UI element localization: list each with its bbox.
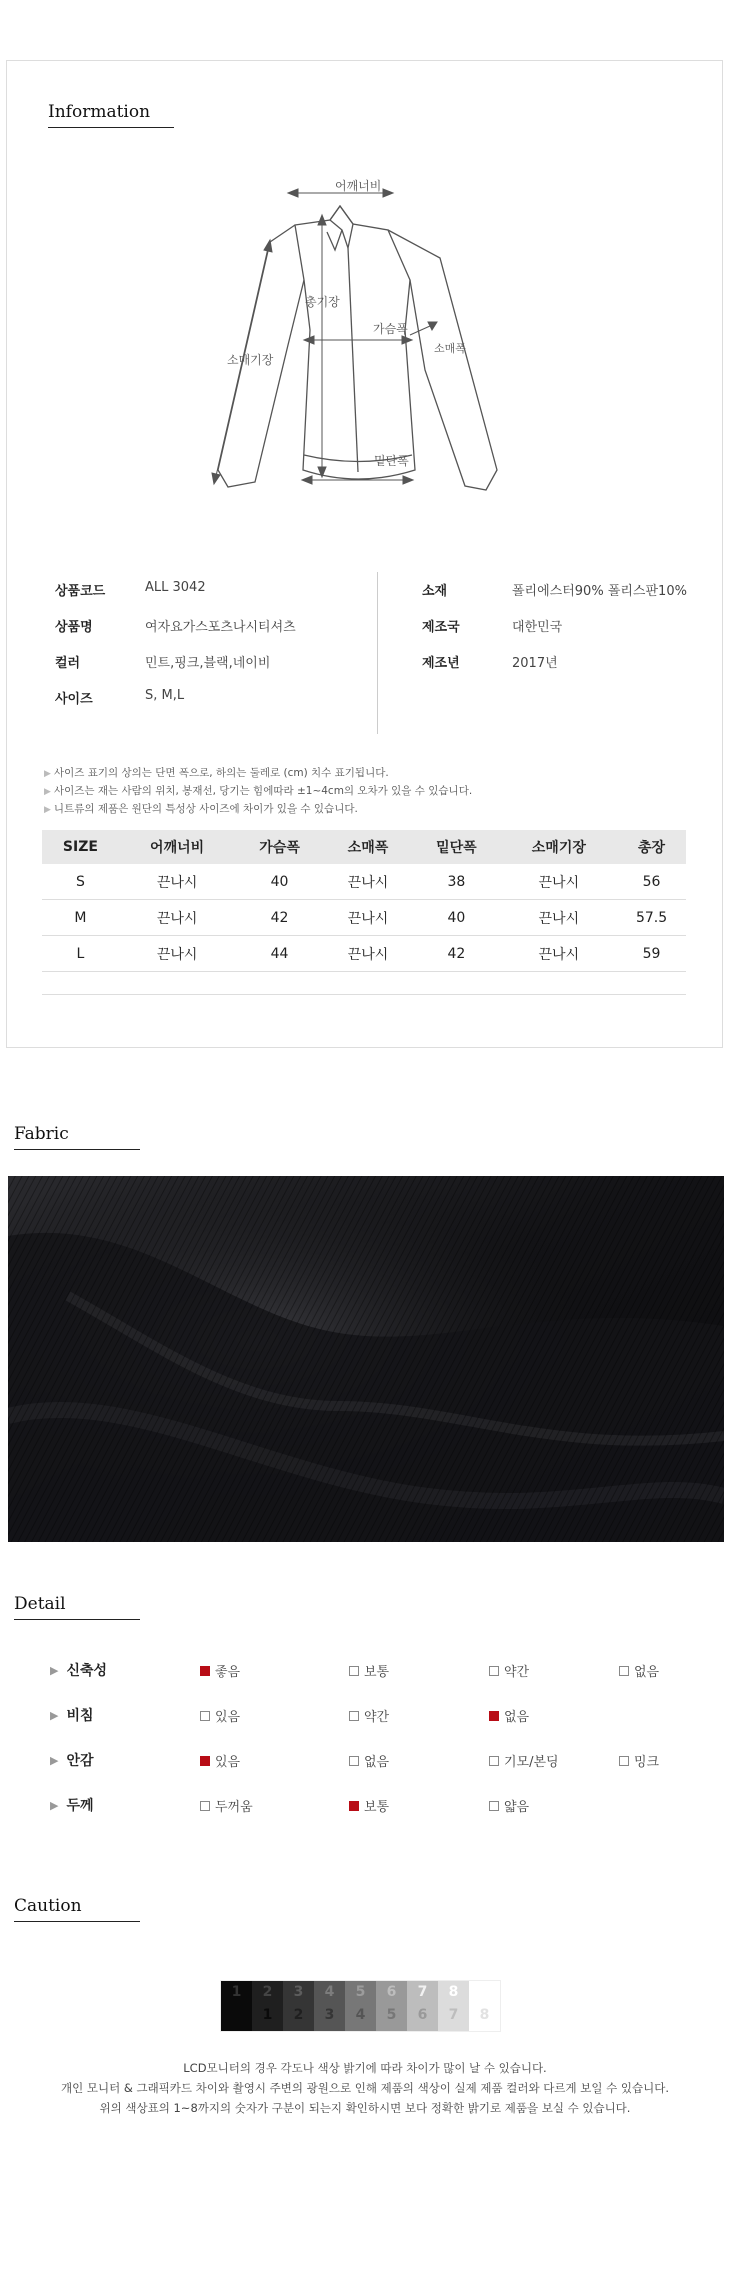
spec-row bbox=[55, 616, 296, 652]
label-sleeve-length: 소매기장 bbox=[227, 353, 274, 367]
spec-label: 사이즈 bbox=[55, 692, 93, 707]
detail-label: 비침 bbox=[66, 1708, 94, 1724]
spec-label: 상품코드 bbox=[55, 584, 106, 599]
checkbox-unchecked bbox=[200, 1711, 210, 1721]
swatch-bottom-number: 5 bbox=[386, 2007, 397, 2023]
table-cell: 56 bbox=[617, 864, 686, 900]
note-text: 사이즈 표기의 상의는 단면 폭으로, 하의는 둘레로 (cm) 치수 표기됩니다. bbox=[53, 767, 389, 779]
option-thickness-thick bbox=[200, 1796, 253, 1815]
option-stretch-good bbox=[200, 1661, 240, 1680]
spec-row bbox=[422, 580, 687, 616]
swatch-7 bbox=[407, 1981, 438, 2031]
table-cell: 끈나시 bbox=[119, 900, 236, 936]
fabric-underline bbox=[14, 1149, 140, 1150]
size-table bbox=[42, 830, 686, 972]
information-title: Information bbox=[48, 102, 151, 122]
label-sleeve-width: 소매폭 bbox=[434, 342, 466, 355]
option-sheer-slight bbox=[349, 1706, 389, 1725]
option-label: 좋음 bbox=[215, 1665, 241, 1680]
triangle-icon: ▶ bbox=[50, 1798, 59, 1812]
swatch-4 bbox=[314, 1981, 345, 2031]
col-header: 가슴폭 bbox=[235, 830, 323, 864]
spec-value: S, M,L bbox=[145, 688, 185, 703]
detail-row-thickness bbox=[50, 1795, 94, 1815]
triangle-icon: ▶ bbox=[50, 1708, 59, 1722]
checkbox-checked bbox=[200, 1666, 210, 1676]
table-cell: 40 bbox=[412, 900, 500, 936]
option-label: 있음 bbox=[215, 1710, 241, 1725]
right-sleeve-outline bbox=[388, 230, 497, 490]
checkbox-unchecked bbox=[489, 1666, 499, 1676]
shirt-measurement-diagram bbox=[200, 170, 520, 510]
checkbox-checked bbox=[489, 1711, 499, 1721]
detail-row-lining bbox=[50, 1750, 94, 1770]
spec-label: 상품명 bbox=[55, 620, 93, 635]
table-row bbox=[42, 936, 686, 972]
triangle-icon: ▶ bbox=[50, 1753, 59, 1767]
spec-divider bbox=[377, 572, 378, 734]
size-table-header bbox=[42, 830, 686, 864]
swatch-bottom-number: 1 bbox=[262, 2007, 273, 2023]
col-header: 어깨너비 bbox=[119, 830, 236, 864]
shirt-collar bbox=[330, 206, 353, 248]
option-label: 밍크 bbox=[634, 1755, 660, 1770]
spec-row bbox=[55, 580, 296, 616]
swatch-3 bbox=[283, 1981, 314, 2031]
table-cell: M bbox=[42, 900, 119, 936]
fabric-title: Fabric bbox=[14, 1124, 69, 1144]
col-header: 총장 bbox=[617, 830, 686, 864]
table-row bbox=[42, 900, 686, 936]
label-shoulder: 어깨너비 bbox=[335, 179, 382, 193]
option-lining-yes bbox=[200, 1751, 240, 1770]
size-notes bbox=[44, 765, 472, 819]
spec-label: 소재 bbox=[422, 584, 448, 599]
table-cell: S bbox=[42, 864, 119, 900]
triangle-icon: ▶ bbox=[44, 787, 51, 797]
table-cell: 42 bbox=[412, 936, 500, 972]
option-label: 약간 bbox=[364, 1710, 390, 1725]
option-label: 약간 bbox=[504, 1665, 530, 1680]
table-cell: 40 bbox=[235, 864, 323, 900]
label-hem: 밑단폭 bbox=[374, 454, 409, 468]
table-cell: 38 bbox=[412, 864, 500, 900]
fabric-photo bbox=[8, 1176, 724, 1542]
caution-line: 위의 색상표의 1~8까지의 숫자가 구분이 되는지 확인하시면 보다 정확한 밝기로 제품을 보실 수 있습니다. bbox=[99, 2101, 631, 2115]
checkbox-unchecked bbox=[619, 1756, 629, 1766]
spec-row bbox=[55, 652, 296, 688]
table-cell: 끈나시 bbox=[501, 864, 618, 900]
swatch-top-number: 5 bbox=[355, 1984, 366, 2000]
swatch-top-number: 4 bbox=[324, 1984, 335, 2000]
spec-list-left bbox=[55, 580, 296, 724]
swatch-top-number: 3 bbox=[293, 1984, 304, 2000]
option-sheer-none bbox=[489, 1706, 529, 1725]
option-label: 없음 bbox=[634, 1665, 660, 1680]
swatch-bottom-number: 6 bbox=[417, 2007, 428, 2023]
checkbox-unchecked bbox=[489, 1756, 499, 1766]
caution-line: LCD모니터의 경우 각도나 색상 밝기에 따라 차이가 많이 날 수 있습니다. bbox=[183, 2061, 547, 2075]
label-chest: 가슴폭 bbox=[373, 322, 408, 336]
spec-row bbox=[422, 616, 687, 652]
option-lining-mink bbox=[619, 1751, 659, 1770]
swatch-6 bbox=[376, 1981, 407, 2031]
checkbox-unchecked bbox=[619, 1666, 629, 1676]
triangle-icon: ▶ bbox=[44, 769, 51, 779]
option-thickness-normal bbox=[349, 1796, 389, 1815]
swatch-top-number: 7 bbox=[417, 1984, 428, 2000]
table-cell: 끈나시 bbox=[119, 936, 236, 972]
checkbox-unchecked bbox=[200, 1801, 210, 1811]
checkbox-unchecked bbox=[489, 1801, 499, 1811]
checkbox-unchecked bbox=[349, 1666, 359, 1676]
col-header: SIZE bbox=[42, 830, 119, 864]
option-stretch-slight bbox=[489, 1661, 529, 1680]
table-row bbox=[42, 864, 686, 900]
option-label: 얇음 bbox=[504, 1800, 530, 1815]
information-underline bbox=[48, 127, 174, 128]
option-stretch-none bbox=[619, 1661, 659, 1680]
swatch-bottom-number: 8 bbox=[479, 2007, 490, 2023]
detail-label: 안감 bbox=[66, 1753, 94, 1769]
swatch-8 bbox=[438, 1981, 469, 2031]
swatch-top-number: 2 bbox=[262, 1984, 273, 2000]
swatch-bottom-number: 3 bbox=[324, 2007, 335, 2023]
swatch-top-number: 8 bbox=[448, 1984, 459, 2000]
swatch-top-number: 1 bbox=[231, 1984, 242, 2000]
col-header: 밑단폭 bbox=[412, 830, 500, 864]
note-text: 니트류의 제품은 원단의 특성상 사이즈에 차이가 있을 수 있습니다. bbox=[53, 803, 358, 815]
spec-value: ALL 3042 bbox=[145, 580, 206, 595]
detail-underline bbox=[14, 1619, 140, 1620]
option-thickness-thin bbox=[489, 1796, 529, 1815]
option-lining-brushed bbox=[489, 1751, 559, 1770]
col-header: 소매기장 bbox=[501, 830, 618, 864]
table-cell: 끈나시 bbox=[324, 936, 412, 972]
table-cell: 42 bbox=[235, 900, 323, 936]
swatch-bottom-number: 7 bbox=[448, 2007, 459, 2023]
spec-value: 민트,핑크,블랙,네이비 bbox=[145, 656, 271, 671]
table-cell: 59 bbox=[617, 936, 686, 972]
note-item bbox=[44, 801, 472, 819]
spec-list-right bbox=[422, 580, 687, 688]
checkbox-checked bbox=[200, 1756, 210, 1766]
option-label: 없음 bbox=[504, 1710, 530, 1725]
brightness-scale bbox=[220, 1980, 501, 2032]
table-cell: 끈나시 bbox=[324, 864, 412, 900]
triangle-icon: ▶ bbox=[50, 1663, 59, 1677]
option-label: 보통 bbox=[364, 1800, 390, 1815]
table-cell: 44 bbox=[235, 936, 323, 972]
checkbox-unchecked bbox=[349, 1756, 359, 1766]
spec-value: 2017년 bbox=[512, 656, 558, 671]
triangle-icon: ▶ bbox=[44, 805, 51, 815]
option-lining-none bbox=[349, 1751, 389, 1770]
swatch-bottom-number: 2 bbox=[293, 2007, 304, 2023]
checkbox-unchecked bbox=[349, 1711, 359, 1721]
spec-value: 여자요가스포츠나시티셔츠 bbox=[145, 620, 296, 635]
spec-label: 제조국 bbox=[422, 620, 460, 635]
spec-row bbox=[422, 652, 687, 688]
detail-title: Detail bbox=[14, 1594, 66, 1614]
swatch-9 bbox=[469, 1981, 500, 2031]
option-label: 있음 bbox=[215, 1755, 241, 1770]
caution-line: 개인 모니터 & 그래픽카드 차이와 촬영시 주변의 광원으로 인해 제품의 색상이 실제 제품 컬러와 다르게 보일 수 있습니다. bbox=[61, 2081, 669, 2095]
table-cell: L bbox=[42, 936, 119, 972]
caution-underline bbox=[14, 1921, 140, 1922]
note-item bbox=[44, 765, 472, 783]
option-stretch-normal bbox=[349, 1661, 389, 1680]
table-cell: 끈나시 bbox=[501, 936, 618, 972]
detail-row-sheer bbox=[50, 1705, 94, 1725]
caution-title: Caution bbox=[14, 1896, 82, 1916]
table-cell: 끈나시 bbox=[501, 900, 618, 936]
spec-label: 컬러 bbox=[55, 656, 81, 671]
option-label: 두꺼움 bbox=[215, 1800, 253, 1815]
swatch-bottom-number: 4 bbox=[355, 2007, 366, 2023]
table-cell: 끈나시 bbox=[324, 900, 412, 936]
swatch-top-number: 6 bbox=[386, 1984, 397, 2000]
col-header: 소매폭 bbox=[324, 830, 412, 864]
table-footer-line bbox=[42, 994, 686, 995]
spec-value: 대한민국 bbox=[512, 620, 563, 635]
option-label: 기모/본딩 bbox=[504, 1755, 559, 1770]
swatch-5 bbox=[345, 1981, 376, 2031]
detail-label: 신축성 bbox=[66, 1663, 108, 1679]
swatch-2 bbox=[252, 1981, 283, 2031]
note-item bbox=[44, 783, 472, 801]
table-cell: 57.5 bbox=[617, 900, 686, 936]
note-text: 사이즈는 재는 사람의 위치, 봉재선, 당기는 힘에따라 ±1~4cm의 오차가 있을 수 있습니다. bbox=[53, 785, 473, 797]
option-sheer-yes bbox=[200, 1706, 240, 1725]
swatch-1 bbox=[221, 1981, 252, 2031]
label-total-length: 총기장 bbox=[305, 295, 340, 309]
option-label: 보통 bbox=[364, 1665, 390, 1680]
spec-label: 제조년 bbox=[422, 656, 460, 671]
option-label: 없음 bbox=[364, 1755, 390, 1770]
spec-value: 폴리에스터90% 폴리스판10% bbox=[512, 584, 687, 599]
detail-row-stretch bbox=[50, 1660, 107, 1680]
detail-label: 두께 bbox=[66, 1798, 94, 1814]
checkbox-checked bbox=[349, 1801, 359, 1811]
table-cell: 끈나시 bbox=[119, 864, 236, 900]
spec-row bbox=[55, 688, 296, 724]
